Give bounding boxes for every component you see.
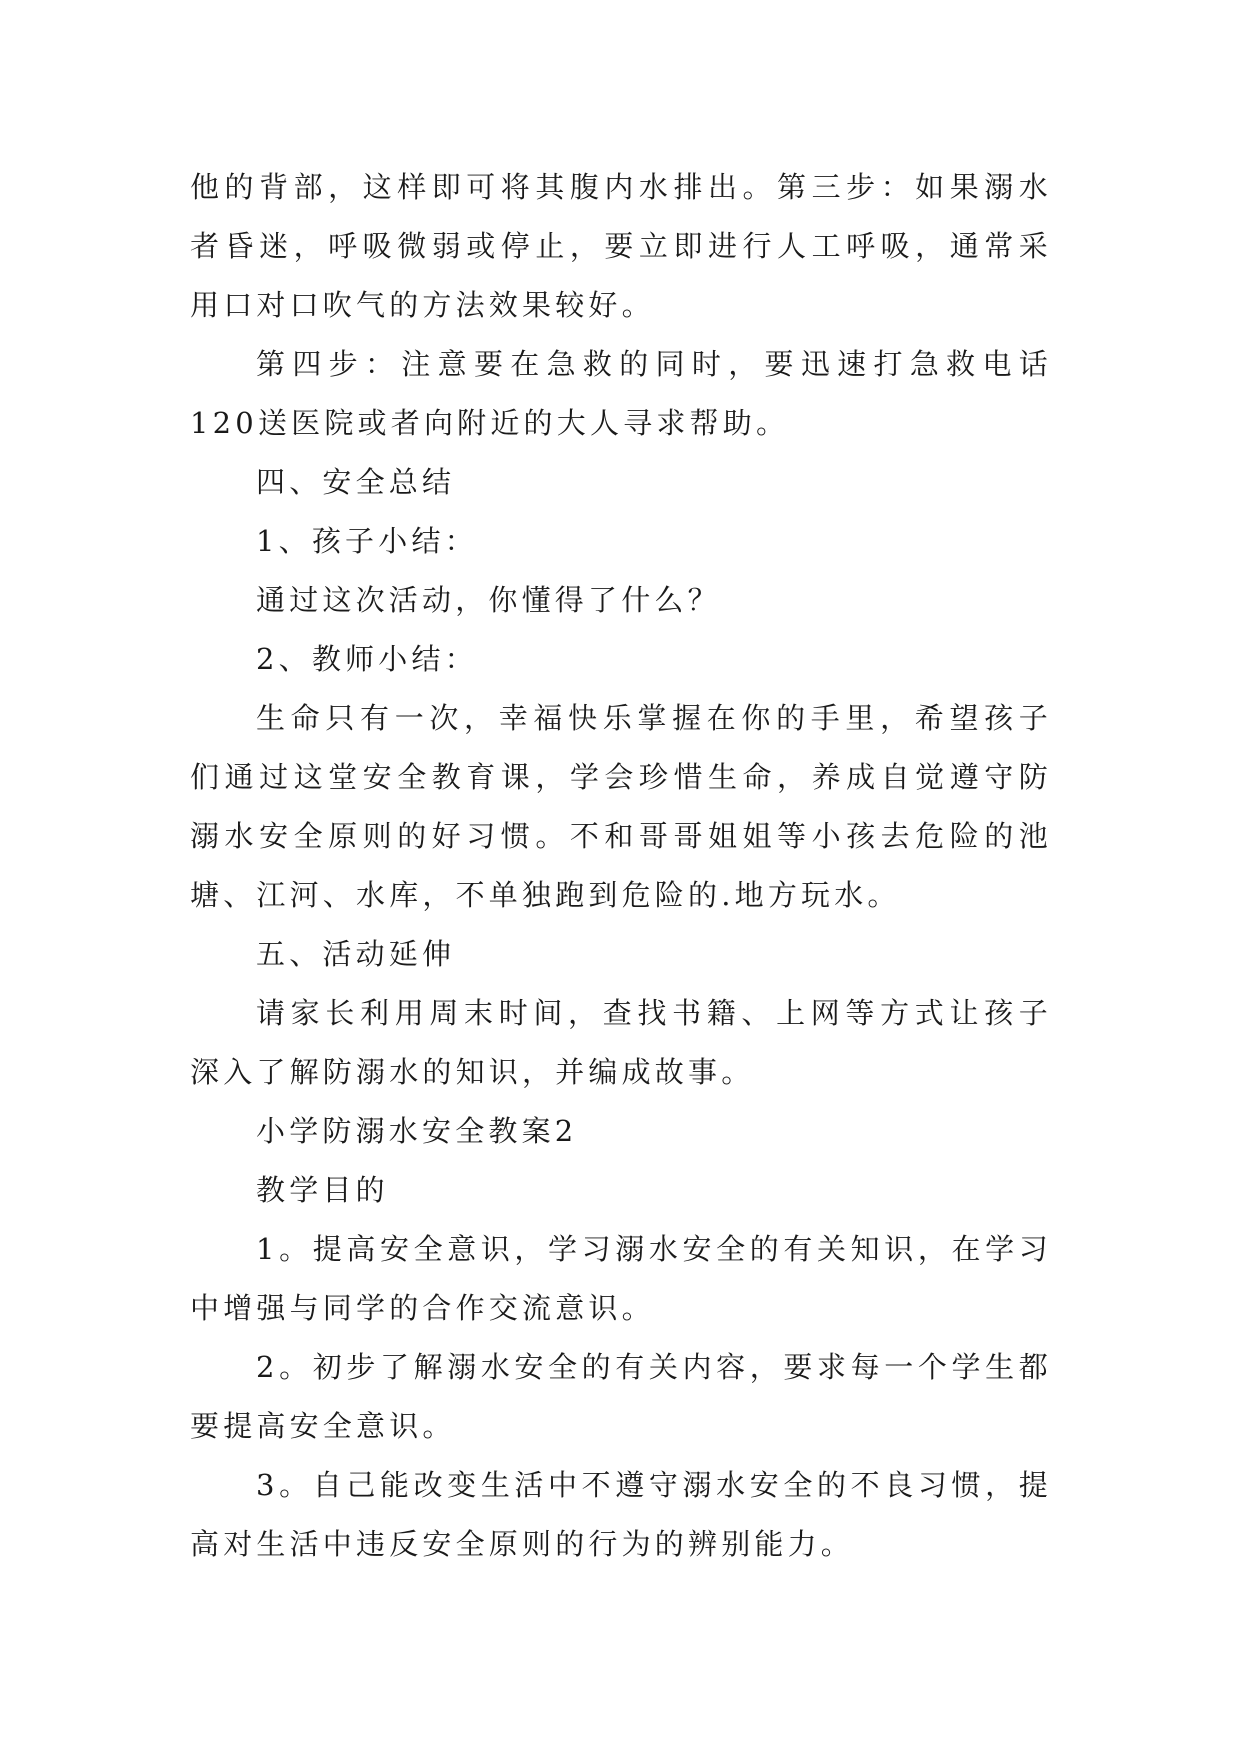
paragraph-rescue-step-four: 第四步：注意要在急救的同时，要迅速打急救电话120送医院或者向附近的大人寻求帮助。 [190, 347, 1052, 440]
section-heading-safety-summary: 四、安全总结 [256, 465, 456, 499]
objective-item-1: 1。提高安全意识，学习溺水安全的有关知识，在学习中增强与同学的合作交流意识。 [190, 1232, 1052, 1325]
document-body [190, 158, 1052, 1574]
lesson-plan-title: 小学防溺水安全教案2 [256, 1114, 578, 1148]
paragraph-teacher-summary: 生命只有一次，幸福快乐掌握在你的手里，希望孩子们通过这堂安全教育课，学会珍惜生命，养成自觉遵守防溺水安全原则的好习惯。不和哥哥姐姐等小孩去危险的池塘、江河、水库，不单独跑到危险的.地方玩水。 [190, 701, 1052, 912]
paragraph-rescue-step-three: 他的背部，这样即可将其腹内水排出。第三步：如果溺水者昏迷，呼吸微弱或停止，要立即进行人工呼吸，通常采用口对口吹气的方法效果较好。 [190, 170, 1052, 322]
paragraph-activity-extension: 请家长利用周末时间，查找书籍、上网等方式让孩子深入了解防溺水的知识，并编成故事。 [190, 996, 1052, 1089]
objective-item-2: 2。初步了解溺水安全的有关内容，要求每一个学生都要提高安全意识。 [190, 1350, 1052, 1443]
objective-item-3: 3。自己能改变生活中不遵守溺水安全的不良习惯，提高对生活中违反安全原则的行为的辨别能力。 [190, 1468, 1052, 1561]
subheading-child-summary: 1、孩子小结： [256, 524, 478, 558]
paragraph-child-question: 通过这次活动，你懂得了什么？ [256, 583, 721, 617]
heading-teaching-objectives: 教学目的 [256, 1173, 389, 1207]
subheading-teacher-summary: 2、教师小结： [256, 642, 478, 676]
section-heading-activity-extension: 五、活动延伸 [256, 937, 456, 971]
